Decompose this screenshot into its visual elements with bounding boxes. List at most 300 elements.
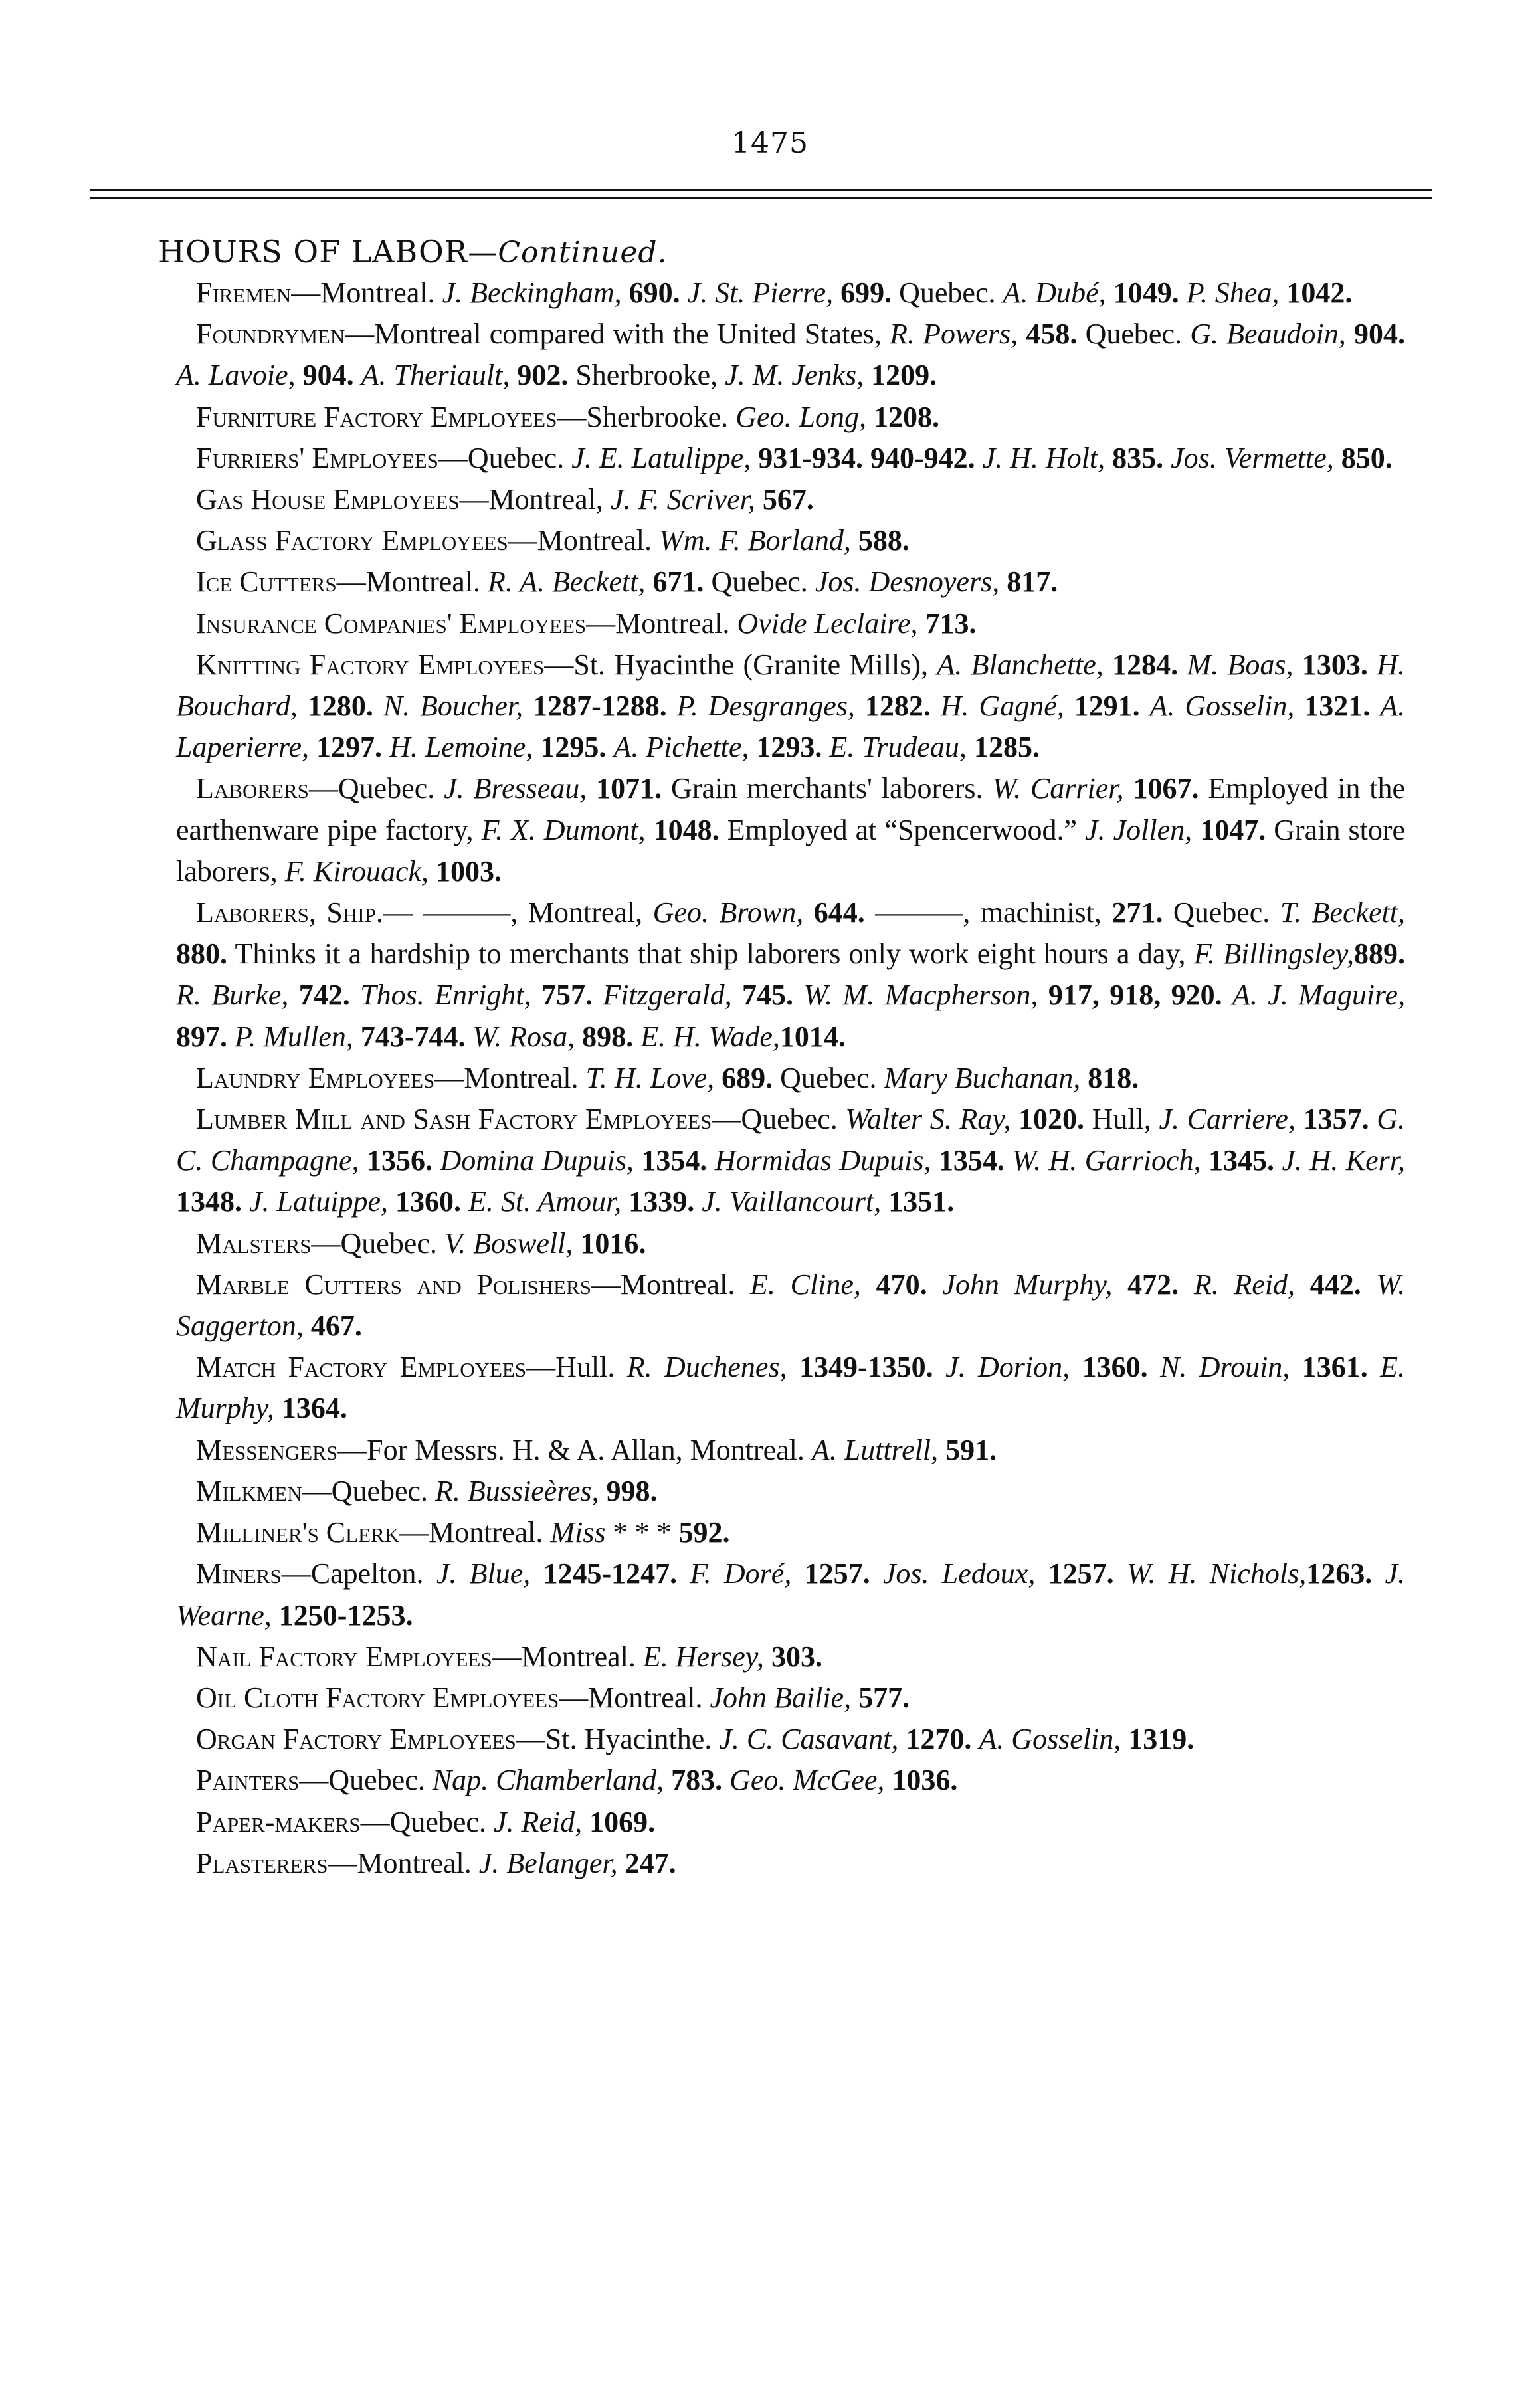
witness-name: Hormidas Dupuis, [714,1144,931,1177]
page-reference: 1345. [1208,1144,1275,1177]
page-reference: 742. [298,979,350,1012]
witness-name: A. Gosselin, [979,1723,1121,1756]
entry-text: —Montreal. [291,276,442,309]
entry-heading: Painters [196,1764,300,1797]
entry-text [803,896,814,929]
entry-text [429,855,436,888]
page-reference: 1293. [756,731,822,764]
section-title [158,234,668,270]
entry-text [833,276,840,309]
page-reference: 1321. [1304,690,1371,723]
entry-heading: Laundry Employees [196,1061,435,1094]
page-reference: 835. [1112,441,1164,474]
witness-name: J. F. Scriver, [610,483,755,516]
entry-text: Thinks it a hardship to merchants that ship laborers only work eight hours a day, [227,937,1194,971]
page-reference: 1067. [1133,772,1199,805]
witness-name: W. Saggerton, [176,1268,1406,1343]
page-reference: 1250-1253. [278,1598,413,1632]
page-reference: 591. [945,1433,997,1466]
entry-text [1011,1103,1018,1135]
witness-name: J. M. Jenks, [725,359,864,392]
witness-name: J. Blue, [436,1557,531,1590]
entry-text [866,401,874,433]
entry-text [967,731,974,763]
entry-text [714,1062,722,1094]
entry-text [751,442,758,474]
witness-name: E. Trudeau, [829,731,967,764]
page-reference: 1339. [628,1185,695,1218]
entry-text [1179,1268,1194,1301]
page-reference: 1245-1247. [543,1557,678,1590]
witness-name: John Murphy, [942,1268,1113,1301]
entry-heading: Paper-makers [196,1805,361,1838]
witness-name: G. C. Champagne, [176,1103,1405,1177]
page-reference: 1270. [906,1723,972,1756]
entry-text [634,1144,641,1177]
entry [176,1802,1405,1843]
witness-name: A. Gosselin, [1149,690,1295,723]
entry-text [722,1764,729,1796]
entry-text [359,1144,366,1177]
entry-text [1148,1351,1160,1383]
entry-text [933,1351,945,1383]
entry-text: —Montreal, [459,483,611,516]
entry-text: —Montreal. [508,524,660,557]
entry-text: —Quebec. [302,1474,436,1507]
entry-text: —Montreal compared with the United States, [345,318,890,351]
witness-name: J. Carriere, [1159,1103,1296,1136]
entry-text [531,979,541,1011]
entry-text [864,359,871,391]
entry-text [1294,648,1302,681]
entry-text [793,979,803,1011]
page-reference: 1282. [864,690,931,723]
entry-text: Employed in the earthenware pipe factory, [176,772,1406,846]
witness-name: H. Lemoine, [389,731,533,764]
witness-name: N. Drouin, [1160,1351,1290,1384]
entry-heading: Miners [196,1557,282,1590]
witness-name: T. Beckett, [1280,896,1405,929]
witness-name: P. Desgranges, [676,690,855,723]
entry [176,479,1405,520]
witness-name: H. Bouchard, [176,648,1406,723]
entry [176,644,1405,769]
witness-name: P. Mullen, [235,1020,353,1053]
entry-text [593,979,603,1011]
entry-heading: Nail Factory Employees [196,1640,492,1673]
entry-text [272,1599,279,1632]
witness-name: H. Gagné, [940,690,1064,723]
page-reference: 1360. [1082,1351,1148,1384]
entry-text [354,359,361,391]
page-reference: 1208. [873,400,939,433]
entry-heading: Firemen [196,276,292,309]
entry-text [1296,1103,1303,1135]
entry [176,397,1405,438]
entry-text [288,979,298,1011]
entry-heading: Plasterers [196,1846,328,1879]
entry [176,1471,1405,1512]
witness-name: Walter S. Ray, [845,1103,1011,1136]
entry-text: —St. Hyacinthe. [516,1723,720,1756]
entry-text [373,690,383,722]
entry-text [461,1185,468,1218]
entry-text: .— ———, Montreal, [375,896,653,929]
entry-text [1369,1103,1377,1135]
entry [176,892,1405,1058]
page-reference: 1048. [653,813,720,846]
page-reference: 1319. [1128,1723,1195,1756]
page-reference: 567. [762,483,814,516]
entry-text [1368,1351,1380,1383]
page-reference: 671. [652,565,704,599]
entry-text [755,483,763,516]
witness-name: J. St. Pierre, [687,276,834,309]
witness-name: E. H. Wade, [640,1020,780,1053]
entry-text [1192,814,1200,846]
entry-text [350,979,360,1011]
page-reference: 902. [517,359,569,392]
page-reference: 1287-1288. [533,690,667,723]
entry-text [787,1351,799,1383]
entry-text [667,690,677,722]
entry-text [1121,1723,1128,1755]
page-reference: 1351. [888,1185,955,1218]
entry [176,520,1405,561]
entry-text [918,607,925,640]
witness-name: Fitzgerald, [603,979,732,1012]
witness-name: J. E. Latulippe, [571,441,751,474]
entry-text [1361,1268,1377,1301]
entry-text [1035,1557,1048,1590]
page-reference: 904. [302,359,354,392]
entry-heading: Milliner's Clerk [196,1516,400,1549]
entry-text [530,1557,543,1590]
entry-text [975,442,983,474]
witness-name: Nap. Chamberland, [432,1764,664,1797]
entry-heading: Lumber Mill and Sash Factory Employees [196,1103,712,1136]
page-reference: 904. [1354,318,1406,351]
entry-text [242,1185,249,1218]
entry [176,1677,1405,1719]
entry-heading: Furniture Factory Employees [196,400,557,433]
entry [176,1512,1405,1553]
page-reference: 1284. [1112,648,1179,681]
witness-name: E. Cline, [750,1268,861,1301]
entry-heading: Furriers' Employees [196,441,438,474]
entry-text [855,690,865,722]
entry-text [999,565,1007,598]
page-reference: 472. [1127,1268,1179,1301]
witness-name: J. C. Casavant, [719,1723,899,1756]
entry-text [618,1847,625,1879]
page-reference: 1354. [938,1144,1005,1177]
page-reference: 917, 918, 920. [1048,979,1222,1012]
entry [176,1636,1405,1677]
witness-name: R. Burke, [176,979,289,1012]
entry-text [1070,1351,1082,1383]
witness-name: R. A. Beckett, [488,565,646,599]
entry-text [1038,979,1048,1011]
entry-text [938,1434,945,1466]
entry-heading: Insurance Companies' Employees [196,607,587,640]
entry-heading: Milkmen [196,1474,302,1507]
entry-text [1368,648,1377,681]
entry-text [1124,772,1133,805]
entry-text [851,524,858,557]
header-rule-top [90,189,1432,191]
entry-text [732,979,742,1011]
witness-name: J. Reid, [493,1805,583,1838]
entry-text [1064,690,1074,722]
entry-text [677,1557,690,1590]
page-reference: 897. [176,1020,227,1053]
page-reference: 1016. [580,1226,646,1260]
witness-name: A. Dubé, [1003,276,1106,309]
entry-text [1279,276,1286,309]
entry-heading: Foundrymen [196,318,345,351]
entry-text: —Quebec. [360,1805,494,1838]
entry-text: —St. Hyacinthe (Granite Mills), [544,648,937,681]
entry-text [931,690,941,722]
witness-name: J. Beckingham, [442,276,622,309]
witness-name: E. Hersey, [642,1640,764,1673]
entry-text: —Quebec. [438,441,572,474]
witness-name: R. Reid, [1193,1268,1296,1301]
entry [176,1553,1405,1636]
entry [176,1223,1405,1264]
witness-name: Jos. Vermette, [1171,441,1334,474]
entry-heading: Match Factory Employees [196,1351,527,1384]
page-reference: 1364. [281,1392,347,1425]
page-reference: 1297. [316,731,383,764]
witness-name: F. Doré, [690,1557,792,1590]
page-reference: 1295. [540,731,607,764]
entry-text: —Montreal. [586,607,737,640]
entry-heading: Ice Cutters [196,565,337,599]
witness-name: J. H. Holt, [982,441,1106,474]
witness-name: A. J. Maguire, [1232,979,1406,1012]
entry-heading: Malsters [196,1226,312,1260]
section-title-text: HOURS OF LABOR [158,234,468,270]
header-rule-bottom [90,197,1432,199]
page-reference: 644. [813,896,865,929]
entry-text: Quebec. [773,1061,884,1094]
witness-name: A. Lavoie, [176,359,296,392]
page-reference: 1263. [1306,1557,1373,1590]
entry [176,768,1405,892]
entry-text [621,1185,628,1218]
entry [176,603,1405,644]
page-reference: 1209. [871,359,937,392]
entry-text [388,1185,395,1218]
entry-heading: Oil Cloth Factory Employees [196,1681,559,1714]
page-reference: 850. [1341,441,1393,474]
page-reference: 1349-1350. [799,1351,933,1384]
witness-name: F. Billingsley, [1193,937,1354,971]
witness-name: J. Bresseau, [444,772,587,805]
entry-heading: Marble Cutters and Polishers [196,1268,592,1301]
page-reference: 271. [1111,896,1163,929]
entry [176,438,1405,479]
page-reference: 467. [310,1309,362,1343]
witness-name: Geo. McGee, [729,1764,885,1797]
entry-text [274,1392,282,1424]
entry-text [575,1020,582,1053]
entry-text [1005,1144,1012,1177]
entry-text [1222,979,1232,1011]
entry-text [523,690,533,722]
witness-name: A. Pichette, [613,731,749,764]
entry-text: Grain store laborers, [176,813,1406,888]
witness-name: V. Boswell, [444,1226,573,1260]
page-reference: 1036. [892,1764,958,1797]
entry-text: —Montreal. [328,1846,479,1879]
page-reference: 1361. [1301,1351,1368,1384]
page-reference: 889. [1354,937,1405,971]
entry [176,1719,1405,1760]
witness-name: Thos. Enright, [360,979,531,1012]
entry-text [1295,1268,1310,1301]
entry-text [433,1144,440,1177]
entry-text [749,731,756,763]
page-reference: 1348. [176,1185,242,1218]
page-reference: 303. [771,1640,822,1673]
entry [176,561,1405,603]
witness-name: R. Bussieères, [435,1474,599,1507]
entry [176,1843,1405,1884]
witness-name: W. H. Nichols, [1126,1557,1307,1590]
entry-text [931,1144,938,1177]
page-reference: 689. [722,1061,773,1094]
page-reference: 1071. [596,772,662,805]
entry-text [1178,648,1187,681]
entry-text [1114,1557,1127,1590]
page-reference: 898. [582,1020,634,1053]
entry-text: —Montreal. [434,1061,586,1094]
witness-name: R. Powers, [890,318,1018,351]
page-reference: 1257. [1048,1557,1114,1590]
entry-heading: Messengers [196,1433,338,1466]
entry-text [622,276,629,309]
witness-name: W. Rosa, [472,1020,575,1053]
witness-name: Geo. Brown, [652,896,804,929]
entry-text: Quebec. [1163,896,1280,929]
page-reference: 745. [742,979,794,1012]
entry-text [898,1723,906,1755]
witness-name: P. Shea, [1186,276,1280,309]
entry-text [1179,276,1187,309]
page-reference: 1069. [589,1805,656,1838]
page-reference: 458. [1026,318,1078,351]
witness-name: Jos. Ledoux, [882,1557,1036,1590]
entry-text [599,1475,606,1507]
page-reference: 1303. [1301,648,1368,681]
witness-name: J. Wearne, [176,1557,1406,1632]
entry-heading: Gas House Employees [196,483,460,516]
entry [176,1430,1405,1471]
entry-text: Quebec. [892,276,1003,309]
entry-text [822,731,829,763]
entry-text: Grain merchants' laborers. [662,772,993,805]
entry-text [227,1020,235,1053]
page-reference: 1049. [1113,276,1179,309]
witness-name: N. Boucher, [383,690,524,723]
entry-text: —Quebec. [311,1226,444,1260]
entry-text [1080,1062,1088,1094]
page-reference: 577. [858,1681,910,1714]
page-reference: 783. [671,1764,723,1797]
entry-heading: Laborers [196,772,309,805]
page-reference: 1047. [1200,813,1266,846]
page-reference: 699. [840,276,892,309]
page-reference: 818. [1088,1061,1139,1094]
page-reference: 757. [541,979,593,1012]
entry [176,1058,1405,1099]
entry-heading: Knitting Factory Employees [196,648,545,681]
entry-text [1201,1144,1208,1177]
witness-name: W. H. Garrioch, [1012,1144,1201,1177]
entry-text [1334,442,1341,474]
entry-text: —Montreal. [336,565,488,599]
page-reference: 1280. [307,690,373,723]
witness-name: Domina Dupuis, [440,1144,634,1177]
entry-text [1140,690,1150,722]
witness-name: W. M. Macpherson, [803,979,1038,1012]
page-reference: 1357. [1303,1103,1369,1136]
page-reference: 880. [176,937,227,971]
entry-text [1106,276,1113,309]
entry-text: —Montreal. [591,1268,751,1301]
witness-name: J. Vaillancourt, [702,1185,882,1218]
page-reference: 713. [925,607,977,640]
entry-text [927,1268,943,1301]
entry-text: —Montreal. [492,1640,643,1673]
witness-name: Wm. F. Borland, [659,524,851,557]
entry-text [573,1227,580,1260]
entry-text [707,1144,714,1177]
page-reference: 998. [606,1474,658,1507]
entry-text: —Hull. [526,1351,627,1384]
entry-text: —Sherbrooke. [557,400,736,433]
entry-text: * * * [605,1516,679,1549]
entry-heading: Glass Factory Employees [196,524,508,557]
entry [176,1347,1405,1429]
entry-heading: Organ Factory Employees [196,1723,516,1756]
entry-text [633,1020,640,1053]
witness-name: A. Theriault, [361,359,510,392]
page-reference: 588. [858,524,910,557]
page-reference: 931-934. 940-942. [758,441,975,474]
entry-text [582,1806,589,1838]
page-reference: 1257. [804,1557,870,1590]
entry-text: Hull, [1084,1103,1159,1136]
entry-text [1372,1557,1385,1590]
entry-text [1294,690,1304,722]
witness-name: M. Boas, [1187,648,1294,681]
witness-name: Miss [550,1516,606,1549]
entry-text [1018,318,1026,350]
page-reference: 690. [628,276,680,309]
entry-text [298,690,308,722]
entry-text: —Montreal. [559,1681,710,1714]
entry-text: Quebec. [704,565,815,599]
witness-name: J. Jollen, [1085,813,1193,846]
entry-text: —Quebec. [308,772,444,805]
entry-text [1105,442,1112,474]
entry-text [353,1020,361,1053]
entry-text [1290,1351,1301,1383]
